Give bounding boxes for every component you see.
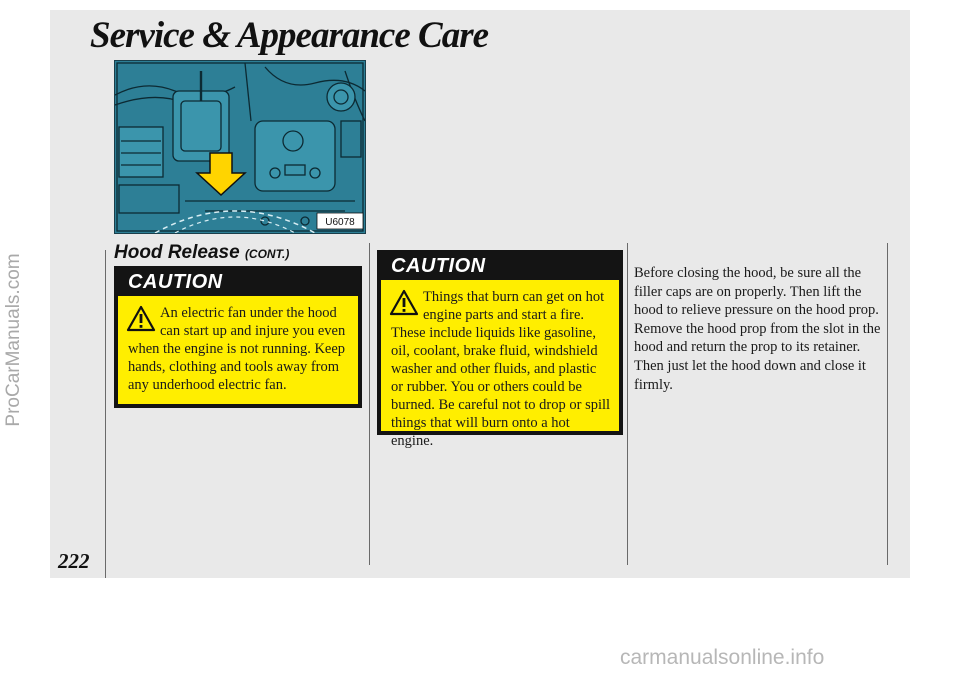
column-rule-middle-1 — [369, 243, 370, 565]
engine-figure — [114, 60, 366, 234]
figure-code: U6078 — [325, 217, 355, 228]
bottom-watermark: carmanualsonline.info — [620, 646, 825, 669]
caution-box-fan — [114, 266, 362, 408]
caution-text: Things that burn can get on hot engine parts and start a fire. These include liquids like gasoline, oil, coolant, brake fluid, windshield washer and other fluids, and plastic or rubber. You or others could be burned. Be careful not to drop or spill things that will burn onto a hot engine. — [391, 289, 611, 449]
column-rule-middle-2 — [627, 243, 628, 565]
section-title: Service & Appearance Care — [90, 15, 489, 56]
caution-body — [381, 280, 619, 450]
subheading-suffix: (CONT.) — [244, 247, 290, 261]
column-rule-right — [887, 243, 888, 565]
side-watermark-text: ProCarManuals.com — [3, 253, 24, 427]
page-number: 222 — [58, 549, 90, 573]
column-rule-left — [105, 250, 106, 578]
caution-text: An electric fan under the hood can start up and injure you even when the engine is not running. Keep hands, clothing and tools away from any underhood electric fan. — [128, 305, 346, 393]
hood-closing-paragraph: Before closing the hood, be sure all the filler caps are on properly. Then lift the hood to relieve pressure on the hood prop. Remove the hood prop from the slot in the hood and return the prop to its retainer. Then just let the hood down and close it firmly. — [634, 265, 881, 393]
caution-box-fire — [377, 250, 623, 449]
caution-label: CAUTION — [381, 254, 619, 280]
warning-triangle-icon — [389, 289, 419, 316]
warning-triangle-icon — [126, 305, 156, 332]
engine-illustration — [115, 61, 365, 233]
caution-body — [118, 296, 358, 394]
subheading — [114, 242, 289, 264]
caution-label: CAUTION — [118, 270, 358, 296]
subheading-text: Hood Release — [114, 242, 240, 263]
